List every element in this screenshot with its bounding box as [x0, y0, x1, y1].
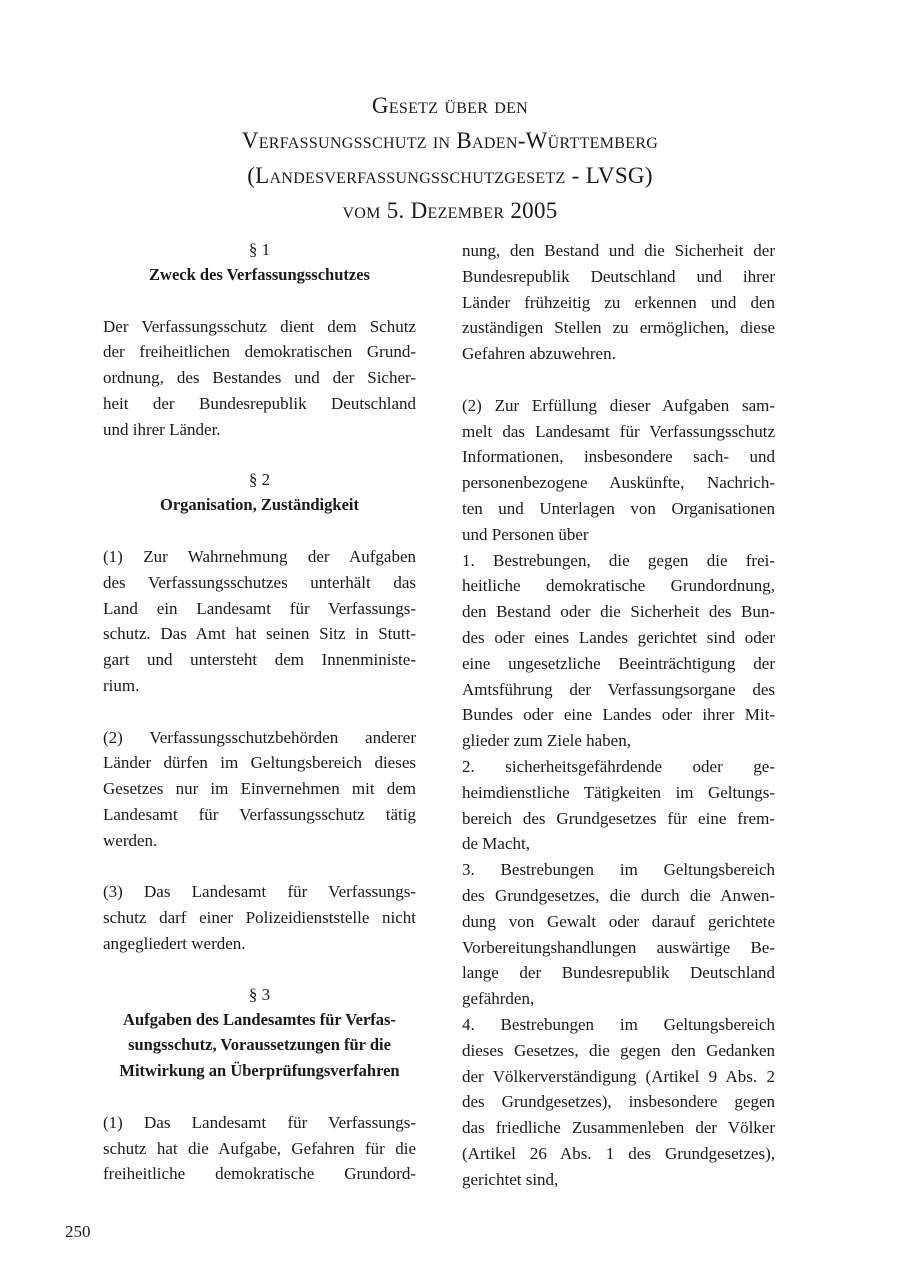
text-line: (2) Zur Erfüllung dieser Aufgaben sam- — [462, 395, 775, 415]
text-line: der Völkerverständigung (Artikel 9 Abs. 2 — [462, 1066, 775, 1086]
section-title-line: sungsschutz, Voraussetzungen für die — [128, 1035, 391, 1055]
text-line: 2. sicherheitsgefährdende oder ge- — [462, 756, 775, 776]
text-line: Landesamt für Verfassungsschutz tätig — [103, 804, 416, 824]
text-line: schutz darf einer Polizeidienststelle nicht — [103, 908, 416, 928]
paragraph — [103, 879, 416, 956]
section-title-line: Zweck des Verfassungsschutzes — [149, 265, 370, 284]
text-line: schutz. Das Amt hat seinen Sitz in Stutt- — [103, 624, 416, 644]
law-title — [0, 88, 900, 228]
text-line: schutz hat die Aufgabe, Gefahren für die — [103, 1138, 416, 1158]
text-line: der freiheitlichen demokratischen Grund- — [103, 342, 416, 362]
text-line: ten und Unterlagen von Organisationen — [462, 498, 775, 518]
text-line: 3. Bestrebungen im Geltungsbereich — [462, 860, 775, 880]
text-line: 4. Bestrebungen im Geltungsbereich — [462, 1014, 775, 1034]
text-line: rium. — [103, 675, 140, 695]
text-line: des oder eines Landes gerichtet sind oder — [462, 627, 775, 647]
section-title-line: Aufgaben des Landesamtes für Verfas- — [123, 1009, 396, 1029]
section-number: § 3 — [248, 984, 271, 1004]
text-line: Länder dürfen im Geltungsbereich dieses — [103, 753, 416, 773]
text-line: Bundes oder eine Landes oder ihrer Mit- — [462, 705, 775, 725]
paragraph — [103, 725, 416, 854]
text-line: werden. — [103, 830, 158, 850]
text-line: Amtsführung der Verfassungsorgane des — [462, 679, 775, 699]
text-line: dung von Gewalt oder darauf gerichtete — [462, 911, 775, 931]
section-heading — [103, 468, 416, 518]
text-line: Vorbereitungshandlungen auswärtige Be- — [462, 937, 775, 957]
text-line: Der Verfassungsschutz dient dem Schutz — [103, 316, 416, 336]
text-line: gerichtet sind, — [462, 1169, 559, 1189]
paragraph — [103, 1110, 416, 1187]
text-line: des Verfassungsschutzes unterhält das — [103, 572, 416, 592]
text-line: (2) Verfassungsschutzbehörden anderer — [103, 727, 416, 747]
right-column — [462, 238, 775, 1218]
text-line: und ihrer Länder. — [103, 419, 221, 439]
section-number: § 1 — [248, 240, 271, 259]
text-line: und Personen über — [462, 524, 589, 544]
section-heading — [103, 983, 416, 1084]
section-title-line: Mitwirkung an Überprüfungsverfahren — [119, 1061, 400, 1081]
text-line: 1. Bestrebungen, die gegen die frei- — [462, 550, 775, 570]
title-line: Gesetz über den — [371, 93, 529, 118]
text-line: heit der Bundesrepublik Deutschland — [103, 393, 416, 413]
text-line: Bundesrepublik Deutschland und ihrer — [462, 266, 775, 286]
text-line: heimdienstliche Tätigkeiten im Geltungs- — [462, 782, 775, 802]
text-line: des Grundgesetzes, die durch die Anwen- — [462, 885, 775, 905]
title-line: vom 5. Dezember 2005 — [342, 198, 558, 223]
text-line: nung, den Bestand und die Sicherheit der — [462, 241, 775, 260]
text-line: melt das Landesamt für Verfassungsschutz — [462, 421, 775, 441]
text-line: personenbezogene Auskünfte, Nachrich- — [462, 473, 775, 493]
text-line: (Artikel 26 Abs. 1 des Grundgesetzes), — [462, 1143, 775, 1163]
section-number: § 2 — [248, 470, 271, 490]
text-line: gart und untersteht dem Innenministe- — [103, 650, 416, 670]
text-line: zuständigen Stellen zu ermöglichen, diese — [462, 318, 775, 338]
text-line: lange der Bundesrepublik Deutschland — [462, 963, 775, 983]
section-heading — [103, 238, 416, 288]
left-column — [103, 238, 416, 1213]
paragraph — [462, 238, 775, 367]
text-line: heitliche demokratische Grundordnung, — [462, 576, 775, 596]
text-line: ordnung, des Bestandes und der Sicher- — [103, 368, 416, 388]
text-line: Informationen, insbesondere sach- und — [462, 447, 775, 467]
text-line: Land ein Landesamt für Verfassungs- — [103, 598, 416, 618]
text-line: Gesetzes nur im Einvernehmen mit dem — [103, 779, 416, 799]
text-line: (1) Zur Wahrnehmung der Aufgaben — [103, 546, 416, 566]
text-line: des Grundgesetzes), insbesondere gegen — [462, 1092, 775, 1112]
paragraph — [103, 314, 416, 443]
text-line: angegliedert werden. — [103, 933, 246, 953]
page-number: 250 — [65, 1222, 91, 1241]
title-line: Verfassungsschutz in Baden-Württemberg — [241, 128, 659, 153]
title-line: (Landesverfassungsschutzgesetz - LVSG) — [247, 163, 653, 188]
text-line: den Bestand oder die Sicherheit des Bun- — [462, 602, 775, 622]
text-line: (3) Das Landesamt für Verfassungs- — [103, 882, 416, 902]
text-line: gefährden, — [462, 989, 535, 1009]
section-title-line: Organisation, Zuständigkeit — [160, 495, 359, 515]
text-line: das friedliche Zusammenleben der Völker — [462, 1118, 775, 1138]
paragraph — [462, 393, 775, 1193]
text-line: glieder zum Ziele haben, — [462, 731, 631, 751]
text-line: Länder frühzeitig zu erkennen und den — [462, 292, 775, 312]
text-line: Gefahren abzuwehren. — [462, 344, 616, 364]
text-line: freiheitliche demokratische Grundord- — [103, 1164, 416, 1184]
text-line: eine ungesetzliche Beeinträchtigung der — [462, 653, 775, 673]
text-line: de Macht, — [462, 834, 530, 854]
text-line: (1) Das Landesamt für Verfassungs- — [103, 1112, 416, 1132]
paragraph — [103, 544, 416, 699]
text-line: bereich des Grundgesetzes für eine frem- — [462, 808, 775, 828]
text-line: dieses Gesetzes, die gegen den Gedanken — [462, 1040, 775, 1060]
